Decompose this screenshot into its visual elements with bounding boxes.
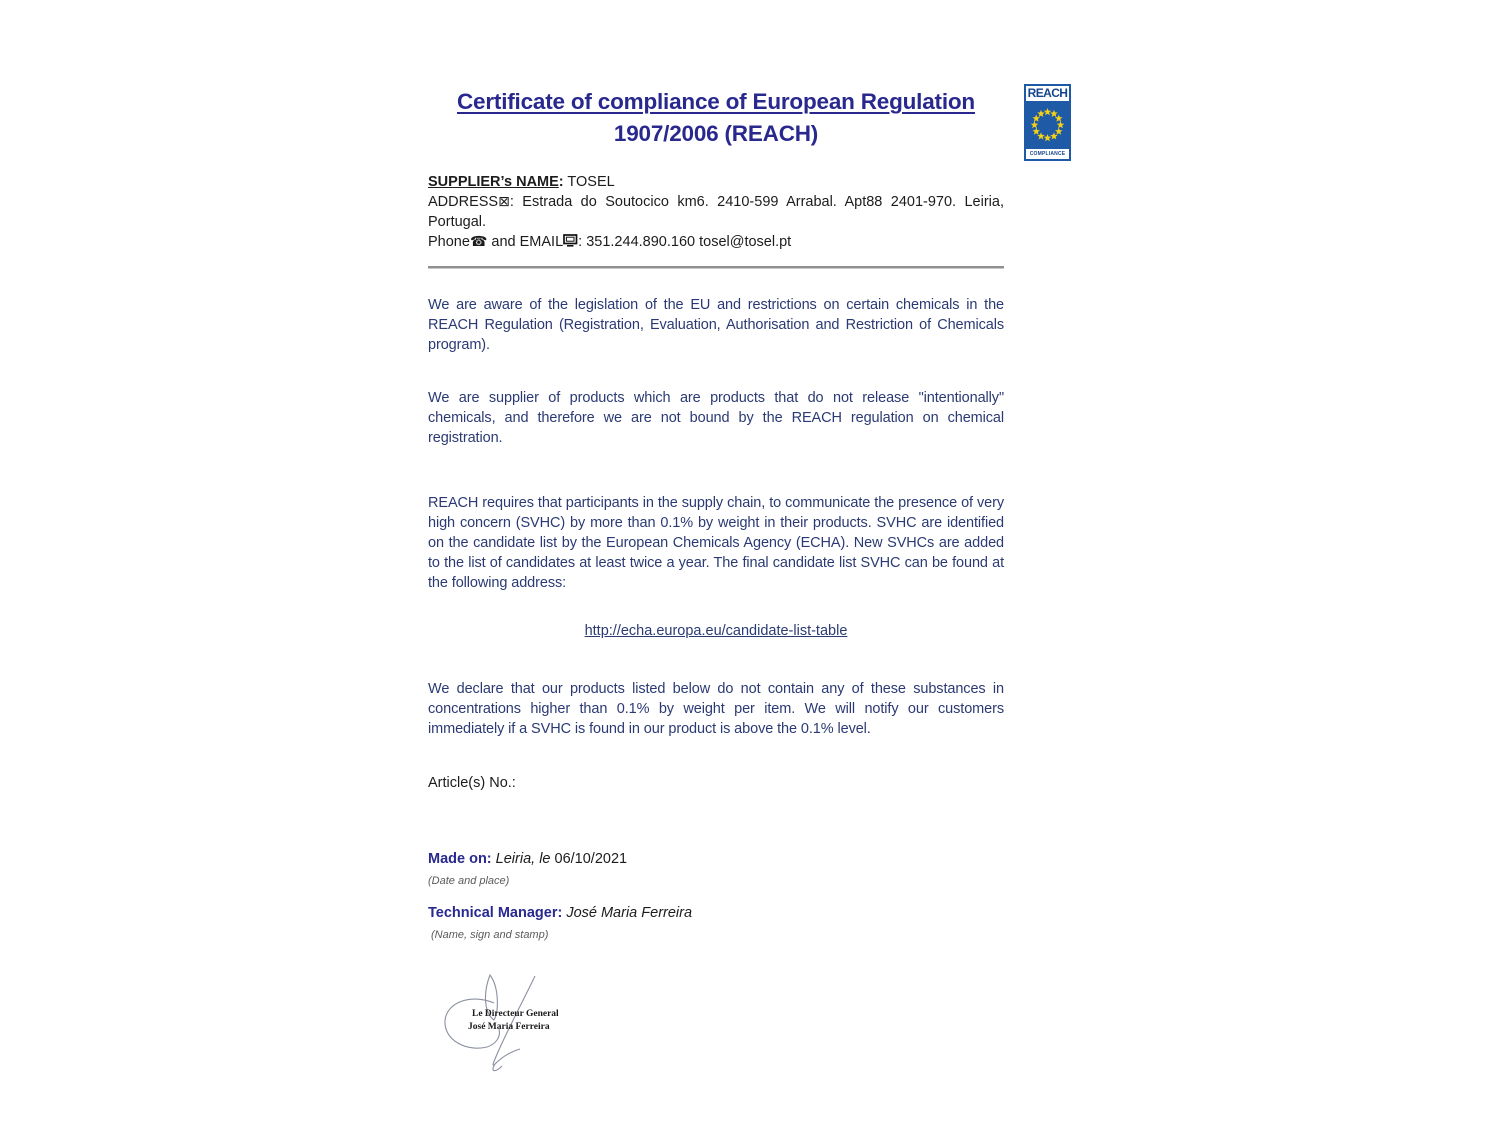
supplier-address-line	[428, 192, 1004, 232]
technical-manager-label: Technical Manager:	[428, 905, 563, 921]
page-title	[428, 86, 1004, 150]
made-on-date: 06/10/2021	[550, 851, 628, 867]
candidate-list-link[interactable]: http://echa.europa.eu/candidate-list-table	[584, 623, 848, 639]
phone-icon: ☎	[469, 234, 488, 250]
candidate-list-link-row	[428, 621, 1004, 641]
reach-compliance-logo	[1024, 84, 1071, 161]
reach-logo-title: REACH	[1027, 86, 1068, 100]
made-on-place: Leiria, le	[491, 851, 551, 867]
date-place-caption: (Date and place)	[428, 875, 510, 887]
envelope-icon: ⊠	[498, 194, 510, 210]
paragraph-declaration: We declare that our products listed below do not contain any of these substances in concentrations higher than 0.1% by weight per item. We will notify our customers immediately if a SVHC is found in our product is above the 0.1% level.	[428, 681, 1004, 737]
email-label: and EMAIL	[487, 234, 564, 250]
supplier-info	[428, 172, 1004, 252]
stamp-line-2: José Maria Ferreira	[468, 1022, 550, 1032]
title-line-1: Certificate of compliance of European Regulation	[457, 89, 975, 114]
signature-stamp	[432, 959, 602, 1084]
signature-scribble-icon	[432, 959, 602, 1084]
reach-logo-compliance: COMPLIANCE	[1026, 149, 1069, 159]
document-body	[428, 0, 1004, 1084]
paragraph-reach-requirements: REACH requires that participants in the supply chain, to communicate the presence of very high concern (SVHC) by more than 0.1% by weight in their products. SVHC are identified on the candidate list by the European Chemicals Agency (ECHA). New SVHCs are added to the list of candidates at least twice a year. The final candidate list SVHC can be found at the following address:	[428, 495, 1004, 591]
title-line-2: 1907/2006 (REACH)	[613, 121, 819, 146]
supplier-contact-line	[428, 232, 1004, 252]
supplier-name-line	[428, 172, 1004, 192]
eu-stars-icon	[1026, 101, 1069, 149]
technical-manager-value: José Maria Ferreira	[562, 905, 693, 921]
made-on-line	[428, 849, 1004, 869]
phone-label: Phone	[428, 234, 470, 250]
supplier-name-colon: :	[558, 174, 564, 190]
stamp-line-1: Le Directeur General	[472, 1009, 559, 1019]
article-number-label: Article(s) No.:	[428, 775, 516, 791]
paragraph-awareness: We are aware of the legislation of the EU and restrictions on certain chemicals in the REACH Regulation (Registration, Evaluation, Authorisation and Restriction of Chemicals program).	[428, 297, 1004, 353]
divider	[428, 266, 1004, 269]
supplier-name-label: SUPPLIER’s NAME	[428, 174, 559, 190]
address-label: ADDRESS	[428, 194, 499, 210]
paragraph-supplier-statement: We are supplier of products which are products that do not release "intentionally" chemicals, and therefore we are not bound by the REACH regulation on chemical registration.	[428, 390, 1004, 446]
technical-manager-line	[428, 903, 1004, 923]
computer-icon	[563, 234, 578, 250]
contact-value: : 351.244.890.160 tosel@tosel.pt	[578, 234, 792, 250]
supplier-name-value: TOSEL	[563, 174, 615, 190]
name-sign-stamp-caption: (Name, sign and stamp)	[431, 929, 549, 941]
made-on-label: Made on:	[428, 851, 492, 867]
eu-stars-svg	[1026, 103, 1069, 147]
address-value: : Estrada do Soutocico km6. 2410-599 Arrabal. Apt88 2401-970. Leiria, Portugal.	[428, 194, 1004, 230]
